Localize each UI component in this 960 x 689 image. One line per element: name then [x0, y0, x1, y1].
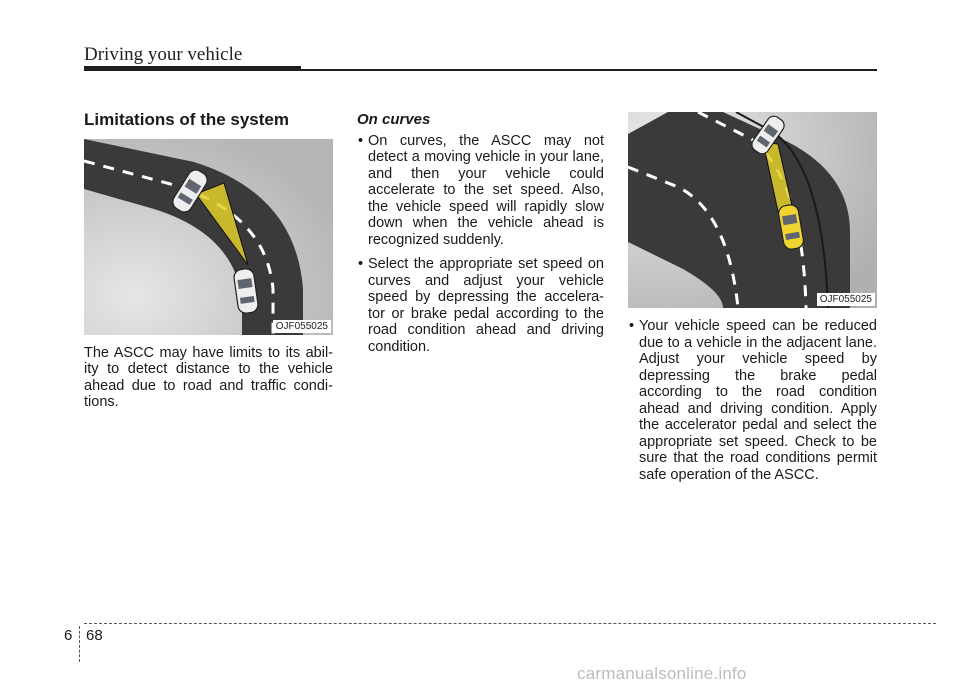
watermark: carmanualsonline.info	[577, 664, 747, 683]
bullet-list	[628, 318, 877, 483]
chapter-number: 6	[64, 627, 73, 644]
footer-divider	[79, 626, 80, 662]
bullet-item: • On curves, the ASCC may not detect a moving vehicle in your lane, and then your vehicle could accelerate to the set speed. Also, the vehicle speed will rapidly slow down when the vehicle ahead is recognized suddenly.	[357, 133, 604, 249]
footer-rule	[84, 623, 936, 624]
curve-figure-left	[84, 139, 333, 335]
section-title: Limitations of the system	[84, 110, 289, 129]
left-column	[84, 112, 333, 411]
right-column	[628, 112, 877, 491]
header-rule-thin	[301, 69, 877, 71]
curve-figure-right	[628, 112, 877, 308]
figure-caption: OJF055025	[273, 320, 331, 333]
middle-column	[357, 112, 604, 363]
subsection-title: On curves	[357, 111, 431, 128]
curve-illustration	[84, 139, 333, 335]
figure-caption: OJF055025	[817, 293, 875, 306]
header-rule-thick	[84, 66, 301, 71]
page-number: 68	[86, 627, 103, 644]
adjacent-lane-illustration	[628, 112, 877, 308]
body-paragraph: The ASCC may have limits to its abil-ity to detect distance to the vehicle ahead due to road and traffic condi-tions.	[84, 344, 333, 410]
page-header-title: Driving your vehicle	[84, 44, 243, 65]
bullet-list	[357, 133, 604, 356]
bullet-item: • Select the appropriate set speed on curves and adjust your vehicle speed by depressing the accelera-tor or brake pedal according to the road condition ahead and driving condition.	[357, 256, 604, 355]
bullet-item: • Your vehicle speed can be reduced due to a vehicle in the adjacent lane. Adjust your vehicle speed by depressing the brake pedal according to the road condition ahead and driving condition. Apply the accelerator pedal and select the appropriate set speed. Check to be sure that the road conditions permit safe operation of the ASCC.	[628, 318, 877, 483]
